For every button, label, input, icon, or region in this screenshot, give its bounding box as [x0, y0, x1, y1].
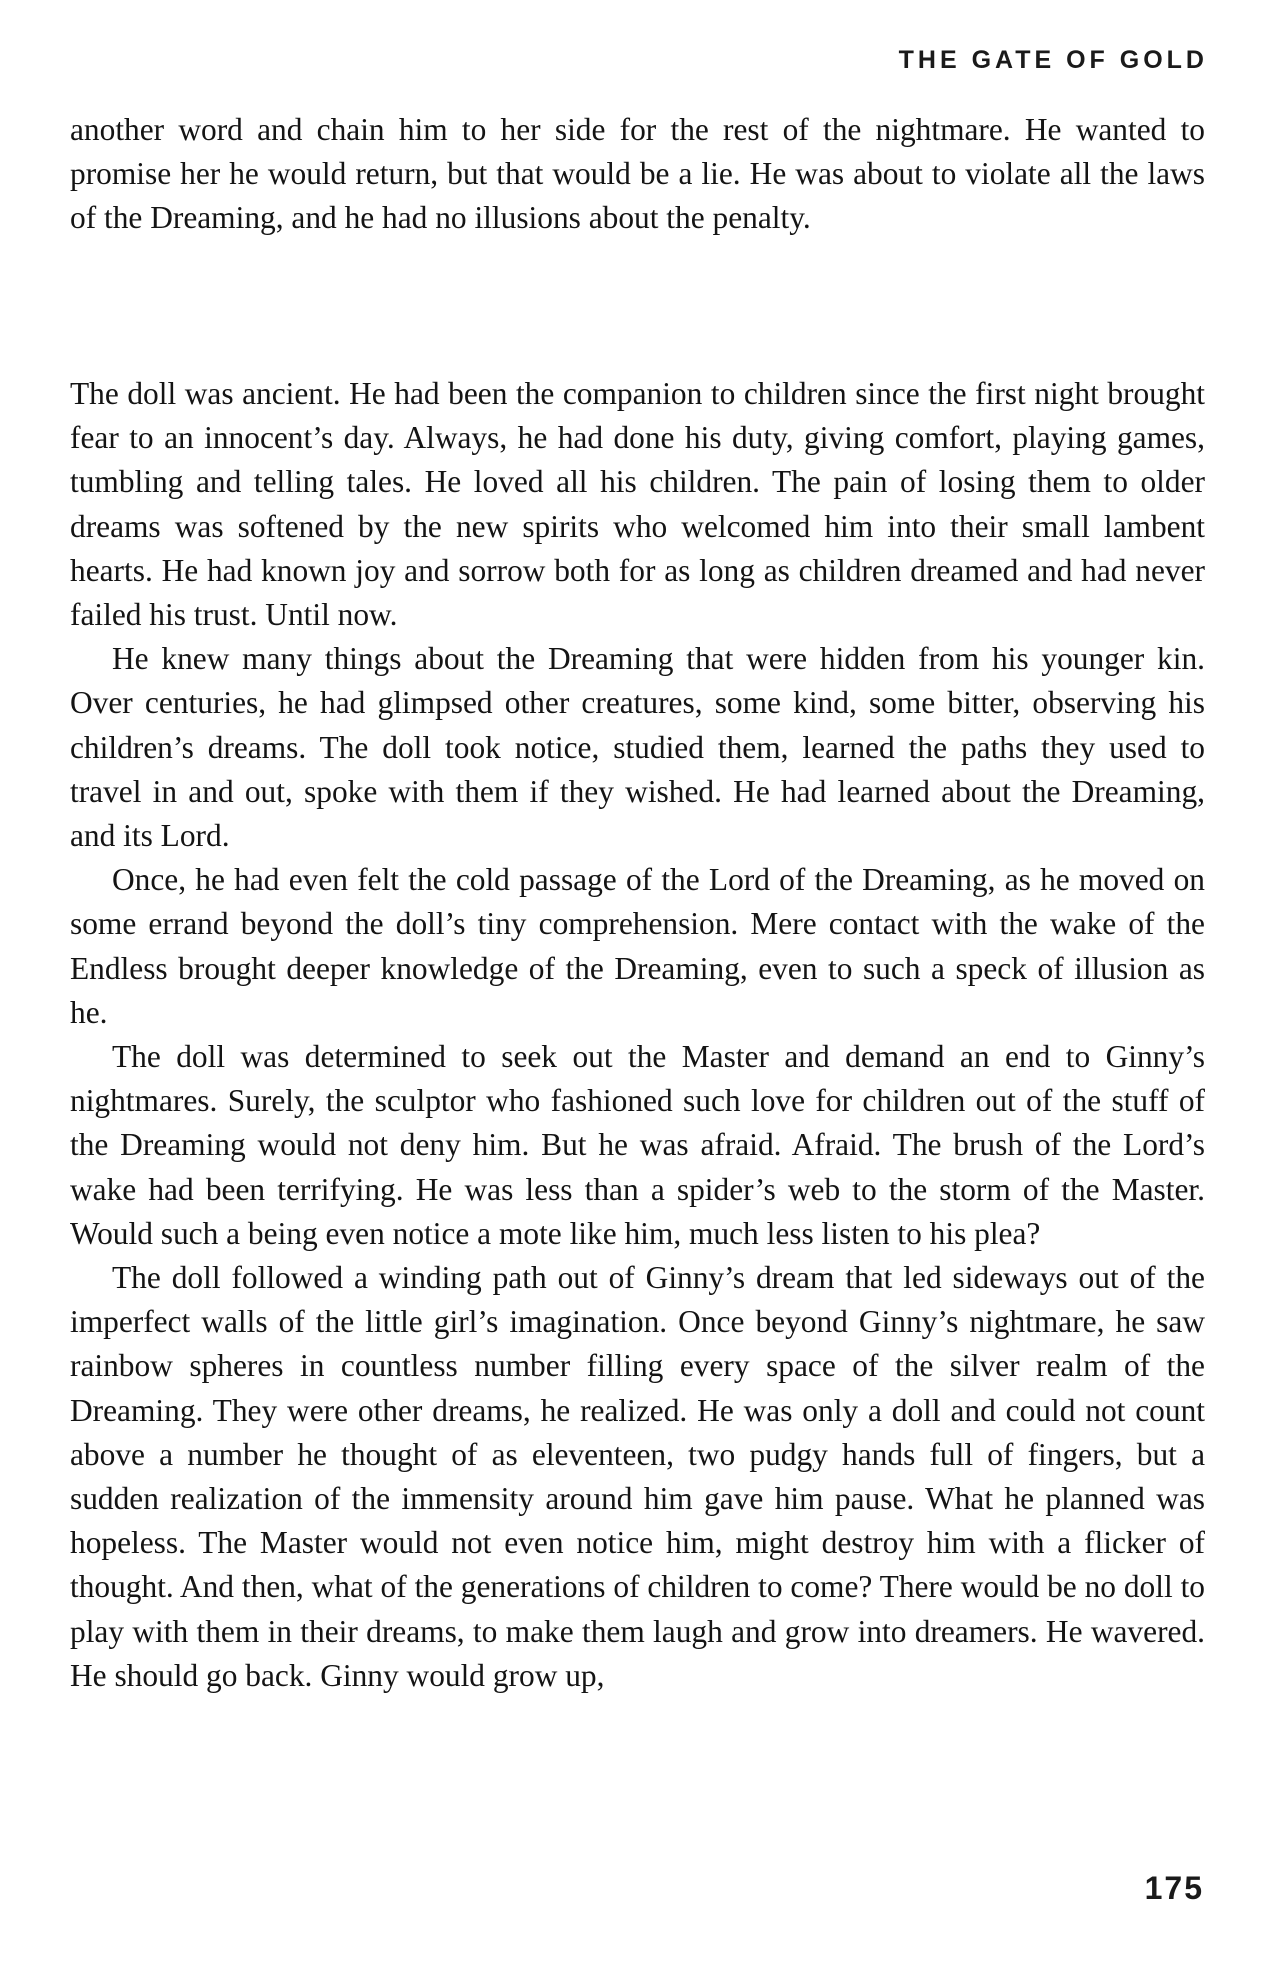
section-one [70, 108, 1205, 241]
paragraph: The doll was ancient. He had been the companion to children since the first night brought fear to an innocent’s day. Always, he had done his duty, giving comfort, playing games, tumbling and telling tales. He loved all his children. The pain of losing them to older dreams was softened by the new spirits who welcomed him into their small lambent hearts. He had known joy and sorrow both for as long as children dreamed and had never failed his trust. Until now. [70, 376, 1205, 633]
paragraph: He knew many things about the Dreaming that were hidden from his younger kin. Over centuries, he had glimpsed other creatures, some kind, some bitter, observing his children’s dreams. The doll took notice, studied them, learned the paths they used to travel in and out, spoke with them if they wished. He had learned about the Dreaming, and its Lord. [70, 641, 1205, 854]
paragraph: another word and chain him to her side for the rest of the nightmare. He wanted to promise her he would return, but that would be a lie. He was about to violate all the laws of the Dreaming, and he had no illusions about the penalty. [70, 112, 1205, 236]
section-two [70, 372, 1205, 1698]
paragraph: Once, he had even felt the cold passage of the Lord of the Dreaming, as he moved on some errand beyond the doll’s tiny comprehension. Mere contact with the wake of the Endless brought deeper knowledge of the Dreaming, even to such a speck of illusion as he. [70, 862, 1205, 1030]
paragraph: The doll was determined to seek out the Master and demand an end to Ginny’s nightmares. Surely, the sculptor who fashioned such love for children out of the stuff of the Dreaming would not deny him. But he was afraid. Afraid. The brush of the Lord’s wake had been terrifying. He was less than a spider’s web to the storm of the Master. Would such a being even notice a mote like him, much less listen to his plea? [70, 1039, 1205, 1251]
page-number: 175 [1144, 1870, 1204, 1906]
running-head: THE GATE OF GOLD [898, 46, 1208, 74]
paragraph: The doll followed a winding path out of Ginny’s dream that led sideways out of the imperfect walls of the little girl’s imagination. Once beyond Ginny’s nightmare, he saw rainbow spheres in countless number filling every space of the silver realm of the Dreaming. They were other dreams, he realized. He was only a doll and could not count above a number he thought of as eleventeen, two pudgy hands full of fingers, but a sudden realization of the immensity around him gave him pause. What he planned was hopeless. The Master would not even notice him, might destroy him with a flicker of thought. And then, what of the generations of children to come? There would be no doll to play with them in their dreams, to make them laugh and grow into dreamers. He wavered. He should go back. Ginny would grow up, [70, 1260, 1205, 1693]
